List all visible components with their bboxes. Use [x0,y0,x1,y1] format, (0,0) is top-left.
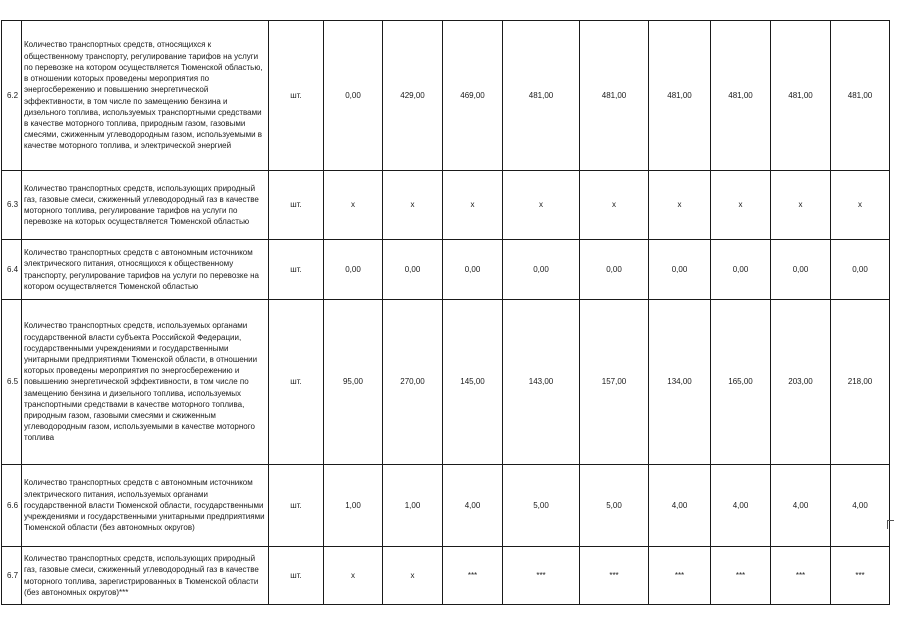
table-row [2,240,890,300]
value-cell: 0,00 [503,240,580,300]
value-cell: x [324,547,383,605]
row-number: 6.2 [2,21,22,171]
value-cell: 4,00 [649,465,711,547]
value-cell: 5,00 [503,465,580,547]
row-unit: шт. [269,465,324,547]
value-cell: x [580,171,649,240]
value-cell: *** [503,547,580,605]
value-cell: x [503,171,580,240]
row-description: Количество транспортных средств, использующих природный газ, газовые смеси, сжиженный углеводородный газ в качестве моторного топлива, зарегистрированных в Тюменской области (без автономных округов)*** [22,547,269,605]
row-description: Количество транспортных средств, относящихся к общественному транспорту, регулирование тарифов на услуги по перевозке на котором осуществляется Тюменской областью, в отношении которых проведены мероприятия по энергосбережению и повышению энергетической эффективности, в том числе по замещению бензина и дизельного топлива, используемых транспортными средствами в качестве моторного топлива, природным газом, газовыми смесями, сжиженным углеводородным газом, используемыми в качестве моторного топлива, и электрической энергией [22,21,269,171]
value-cell: x [383,171,443,240]
row-description: Количество транспортных средств, использующих природный газ, газовые смеси, сжиженный углеводородный газ в качестве моторного топлива, регулирование тарифов на услуги по перевозке на которых осуществляется Тюменской областью [22,171,269,240]
value-cell: 0,00 [324,21,383,171]
value-cell: 0,00 [649,240,711,300]
value-cell: *** [711,547,771,605]
row-unit: шт. [269,21,324,171]
value-cell: x [831,171,890,240]
table-row [2,171,890,240]
margin-mark [887,520,894,529]
value-cell: 218,00 [831,300,890,465]
value-cell: 0,00 [711,240,771,300]
row-description: Количество транспортных средств с автономным источником электрического питания, относящихся к общественному транспорту, регулирование тарифов на услуги по перевозке на котором осуществляется Тюменской областью [22,240,269,300]
value-cell: 143,00 [503,300,580,465]
value-cell: 5,00 [580,465,649,547]
value-cell: 481,00 [580,21,649,171]
row-number: 6.6 [2,465,22,547]
row-description: Количество транспортных средств с автономным источником электрического питания, используемых органами государственной власти Тюменской области, государственными учреждениями и государственными унитарными предприятиями Тюменской области (без автономных округов) [22,465,269,547]
value-cell: 0,00 [383,240,443,300]
value-cell: 0,00 [580,240,649,300]
value-cell: 481,00 [649,21,711,171]
value-cell: 4,00 [443,465,503,547]
value-cell: 157,00 [580,300,649,465]
row-number: 6.5 [2,300,22,465]
table-row [2,465,890,547]
value-cell: 145,00 [443,300,503,465]
row-unit: шт. [269,547,324,605]
value-cell: 4,00 [831,465,890,547]
value-cell: 1,00 [383,465,443,547]
value-cell: 203,00 [771,300,831,465]
value-cell: *** [831,547,890,605]
value-cell: 0,00 [324,240,383,300]
table-row [2,300,890,465]
value-cell: 270,00 [383,300,443,465]
value-cell: 1,00 [324,465,383,547]
value-cell: x [711,171,771,240]
value-cell: 481,00 [503,21,580,171]
indicators-table [1,20,890,605]
row-unit: шт. [269,171,324,240]
value-cell: 0,00 [443,240,503,300]
value-cell: x [383,547,443,605]
table-row [2,21,890,171]
value-cell: x [771,171,831,240]
table-row [2,547,890,605]
row-description: Количество транспортных средств, используемых органами государственной власти субъекта Российской Федерации, государственными учреждениями и государственными унитарными предприятиями Тюменской области, в отношении которых проведены мероприятия по энергосбережению и повышению энергетической эффективности, в том числе по замещению бензина и дизельного топлива, используемых транспортными средствами в качестве моторного топлива, природным газом, газовыми смесями и сжиженным углеводородным газом, используемыми в качестве моторного топлива [22,300,269,465]
value-cell: 469,00 [443,21,503,171]
value-cell: *** [443,547,503,605]
value-cell: x [649,171,711,240]
row-unit: шт. [269,300,324,465]
value-cell: 165,00 [711,300,771,465]
value-cell: 481,00 [711,21,771,171]
value-cell: x [324,171,383,240]
value-cell: 429,00 [383,21,443,171]
value-cell: *** [649,547,711,605]
value-cell: 95,00 [324,300,383,465]
value-cell: *** [771,547,831,605]
row-unit: шт. [269,240,324,300]
value-cell: 0,00 [771,240,831,300]
row-number: 6.3 [2,171,22,240]
value-cell: *** [580,547,649,605]
value-cell: 481,00 [831,21,890,171]
value-cell: 0,00 [831,240,890,300]
value-cell: 481,00 [771,21,831,171]
value-cell: 4,00 [771,465,831,547]
value-cell: 4,00 [711,465,771,547]
row-number: 6.4 [2,240,22,300]
value-cell: x [443,171,503,240]
value-cell: 134,00 [649,300,711,465]
row-number: 6.7 [2,547,22,605]
